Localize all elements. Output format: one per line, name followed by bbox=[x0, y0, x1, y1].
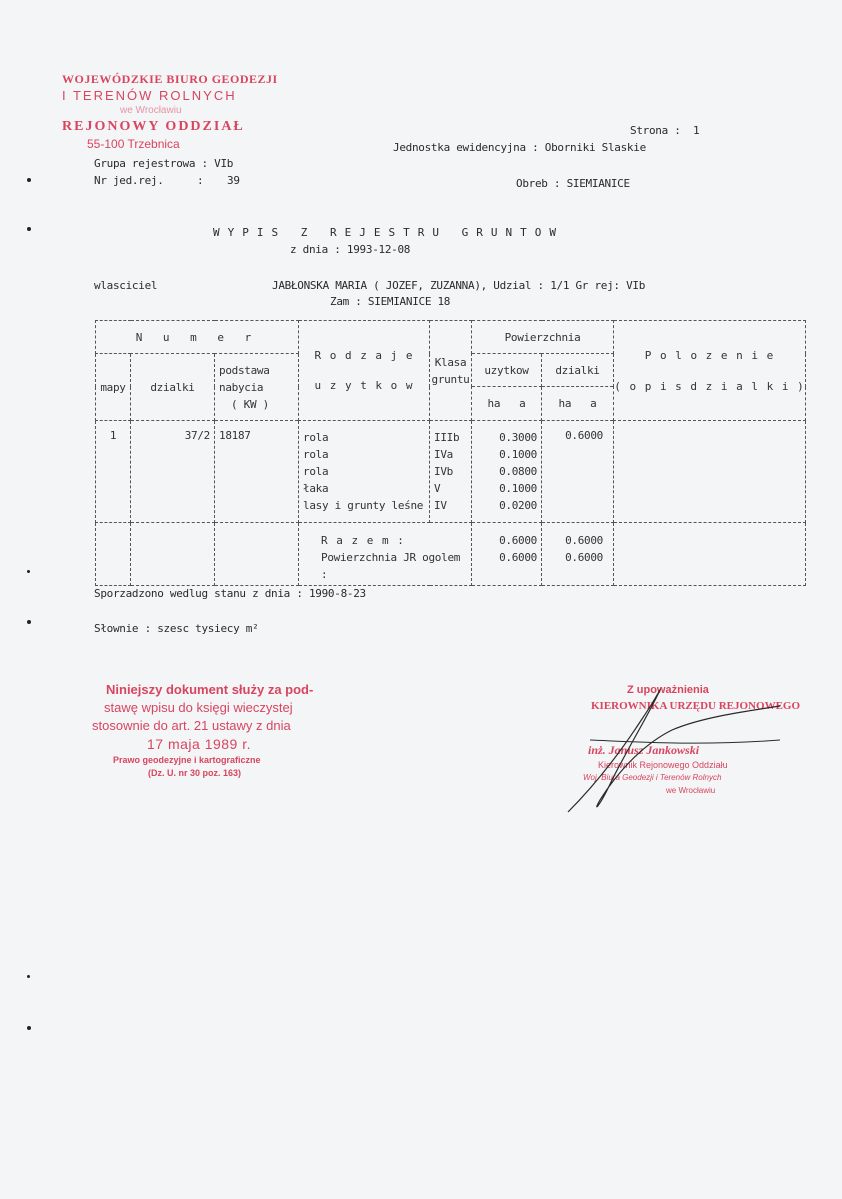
cell-mapy: 1 bbox=[96, 421, 131, 523]
header-numer: N u m e r bbox=[96, 321, 299, 354]
stamp-sign-line3: inż. Janusz Jankowski bbox=[588, 743, 700, 757]
header-mapy: mapy bbox=[96, 354, 131, 421]
header-uzytkow: uzytkow bbox=[472, 354, 542, 387]
razem-uzytkow: 0.6000 bbox=[499, 534, 537, 547]
header-podstawa: podstawa nabycia ( KW ) bbox=[215, 354, 299, 421]
pow-uzytkow-item: 0.0200 bbox=[499, 499, 537, 512]
cell-empty bbox=[131, 523, 215, 586]
pow-uzytkow-item: 0.1000 bbox=[499, 482, 537, 495]
header-klasa: Klasa gruntu bbox=[430, 321, 472, 421]
land-register-table bbox=[95, 320, 806, 586]
klasa-item: IV bbox=[434, 499, 447, 512]
stamp-office-line1: WOJEWÓDZKIE BIURO GEODEZJI bbox=[62, 72, 278, 86]
margin-mark bbox=[27, 1026, 31, 1030]
stamp-notice-line2: stawę wpisu do księgi wieczystej bbox=[104, 700, 293, 715]
stamp-notice-line3: stosownie do art. 21 ustawy z dnia bbox=[92, 718, 291, 733]
cell-empty bbox=[614, 523, 806, 586]
stamp-notice-line1: Niniejszy dokument służy za pod- bbox=[106, 682, 314, 697]
ogolem-dzialki: 0.6000 bbox=[565, 551, 603, 564]
obreb: Obreb : SIEMIANICE bbox=[516, 177, 630, 190]
header-dzialki-pow: dzialki bbox=[542, 354, 614, 387]
header-ha-a-dzialki: ha a bbox=[542, 387, 614, 421]
header-rodzaje: R o d z a j e u z y t k o w bbox=[299, 321, 430, 421]
stamp-notice-line4: 17 maja 1989 r. bbox=[147, 736, 252, 752]
sporzadzono: Sporzadzono wedlug stanu z dnia : 1990-8-23 bbox=[94, 587, 366, 600]
margin-mark bbox=[27, 620, 31, 624]
cell-empty bbox=[215, 523, 299, 586]
stamp-office-line2: I TERENÓW ROLNYCH bbox=[62, 88, 237, 103]
cell-klasy bbox=[430, 421, 472, 523]
pow-uzytkow-item: 0.0800 bbox=[499, 465, 537, 478]
cell-kw: 18187 bbox=[215, 421, 299, 523]
stamp-office-line4: REJONOWY ODDZIAŁ bbox=[62, 119, 245, 134]
rodzaj-item: lasy i grunty leśne bbox=[303, 499, 424, 512]
document-date: z dnia : 1993-12-08 bbox=[290, 243, 411, 256]
cell-razem-dzialki bbox=[542, 523, 614, 586]
grupa-rejestrowa: Grupa rejestrowa : VIb bbox=[94, 157, 234, 170]
margin-mark bbox=[27, 227, 31, 231]
klasa-item: V bbox=[434, 482, 441, 495]
stamp-notice-line6: (Dz. U. nr 30 poz. 163) bbox=[148, 768, 242, 778]
rodzaj-item: rola bbox=[303, 431, 329, 444]
pow-uzytkow-item: 0.3000 bbox=[499, 431, 537, 444]
stamp-office-line3: we Wrocławiu bbox=[120, 105, 182, 116]
rodzaj-item: rola bbox=[303, 448, 329, 461]
header-polozenie: P o l o z e n i e ( o p i s d z i a l k i ) bbox=[614, 321, 806, 421]
klasa-item: IVb bbox=[434, 465, 453, 478]
margin-mark bbox=[27, 178, 31, 182]
cell-dzialki: 37/2 bbox=[131, 421, 215, 523]
stamp-sign-line2: KIEROWNIKA URZĘDU REJONOWEGO bbox=[591, 700, 801, 712]
document-title: WYPIS Z REJESTRU GRUNTOW bbox=[213, 226, 564, 239]
owner-label: wlasciciel bbox=[94, 279, 158, 292]
razem-dzialki: 0.6000 bbox=[565, 534, 603, 547]
margin-mark bbox=[27, 975, 30, 978]
klasa-item: IVa bbox=[434, 448, 453, 461]
stamp-sign-line5: Woj. Biura Geodezji i Terenów Rolnych bbox=[583, 773, 722, 782]
jednostka-ewidencyjna: Jednostka ewidencyjna : Oborniki Slaskie bbox=[393, 141, 646, 154]
nr-jed-rej-sep: : bbox=[197, 174, 204, 187]
klasa-item: IIIb bbox=[434, 431, 460, 444]
header-ha-a-uzytkow: ha a bbox=[472, 387, 542, 421]
cell-razem-labels bbox=[299, 523, 472, 586]
stamp-sign-line1: Z upoważnienia bbox=[627, 684, 709, 696]
cell-razem-uzytkow bbox=[472, 523, 542, 586]
strona-value: 1 bbox=[693, 124, 700, 137]
stamp-sign-line6: we Wrocławiu bbox=[666, 786, 716, 795]
razem-label: R a z e m : bbox=[321, 534, 405, 547]
nr-jed-rej-label: Nr jed.rej. bbox=[94, 174, 164, 187]
strona-label: Strona : bbox=[630, 124, 681, 137]
cell-polozenie bbox=[614, 421, 806, 523]
owner-name: JABŁONSKA MARIA ( JOZEF, ZUZANNA), Udzial : 1/1 Gr rej: VIb bbox=[272, 279, 646, 292]
stamp-notice-line5: Prawo geodezyjne i kartograficzne bbox=[113, 755, 261, 765]
cell-pow-uzytkow bbox=[472, 421, 542, 523]
owner-address: Zam : SIEMIANICE 18 bbox=[330, 295, 451, 308]
slownie: Słownie : szesc tysiecy m² bbox=[94, 622, 259, 635]
cell-empty bbox=[96, 523, 131, 586]
margin-mark bbox=[27, 570, 30, 573]
cell-pow-dzialki: 0.6000 bbox=[542, 421, 614, 523]
stamp-sign-line4: Kierownik Rejonowego Oddziału bbox=[598, 760, 728, 770]
ogolem-uzytkow: 0.6000 bbox=[499, 551, 537, 564]
ogolem-label: Powierzchnia JR ogolem : bbox=[321, 551, 461, 581]
header-powierzchnia: Powierzchnia bbox=[472, 321, 614, 354]
stamp-office-line5: 55-100 Trzebnica bbox=[87, 137, 180, 151]
rodzaj-item: łaka bbox=[303, 482, 329, 495]
header-dzialki: dzialki bbox=[131, 354, 215, 421]
cell-rodzaje bbox=[299, 421, 430, 523]
nr-jed-rej-value: 39 bbox=[227, 174, 240, 187]
pow-uzytkow-item: 0.1000 bbox=[499, 448, 537, 461]
rodzaj-item: rola bbox=[303, 465, 329, 478]
